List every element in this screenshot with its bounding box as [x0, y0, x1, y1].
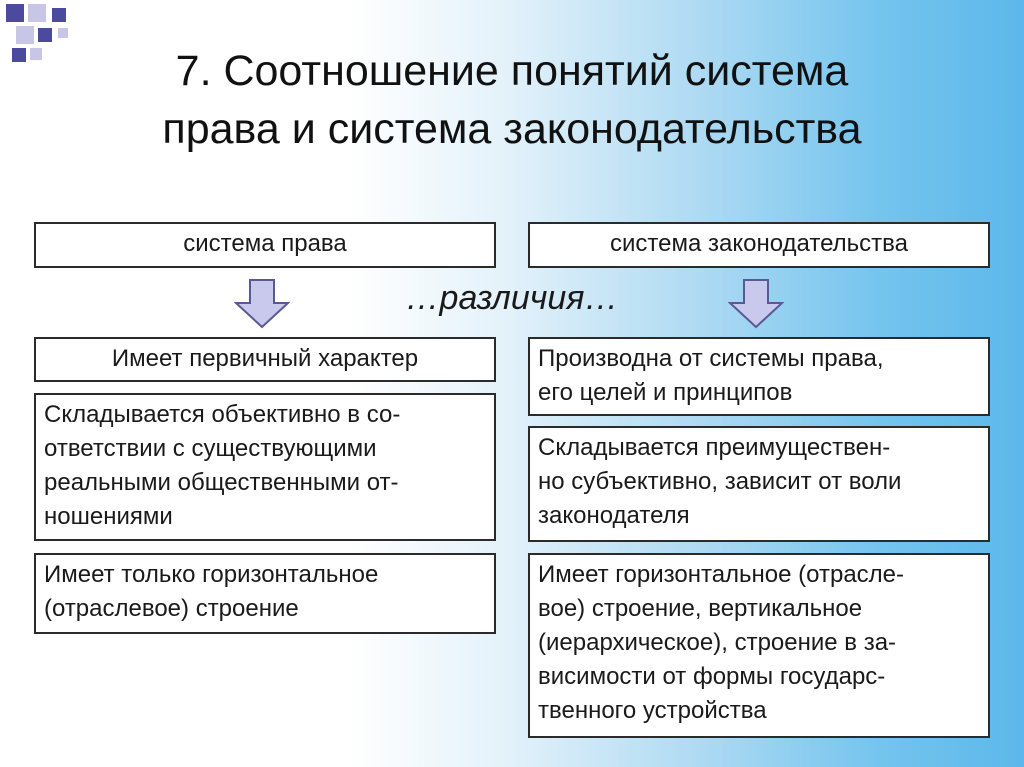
title-line-1: 7. Соотношение понятий система: [175, 47, 849, 95]
right-item-derived-from-law: Производна от системы права, его целей и принципов: [528, 337, 990, 416]
slide-title: [0, 42, 1024, 158]
differences-label: …различия…: [405, 279, 619, 317]
decor-square: [58, 28, 68, 38]
left-item-horizontal-structure: Имеет только горизонтальное (отраслевое) строение: [34, 553, 496, 634]
decor-square: [28, 4, 46, 22]
decor-square: [38, 28, 52, 42]
left-item-objective-formation: Складывается объективно в со- ответствии с существующими реальными общественными от- ношениями: [34, 393, 496, 541]
left-item-primary-character: Имеет первичный характер: [34, 337, 496, 382]
right-item-horizontal-vertical-structure: Имеет горизонтальное (отрасле- вое) строение, вертикальное (иерархическое), строение в за- висимости от формы государс- твенного устройства: [528, 553, 990, 738]
left-column-header: система права: [34, 222, 496, 268]
title-line-2: права и система законодательства: [162, 105, 862, 153]
right-item-subjective-formation: Складывается преимуществен- но субъективно, зависит от воли законодателя: [528, 426, 990, 542]
right-column-header: система законодательства: [528, 222, 990, 268]
decor-square: [6, 4, 24, 22]
decor-square: [52, 8, 66, 22]
